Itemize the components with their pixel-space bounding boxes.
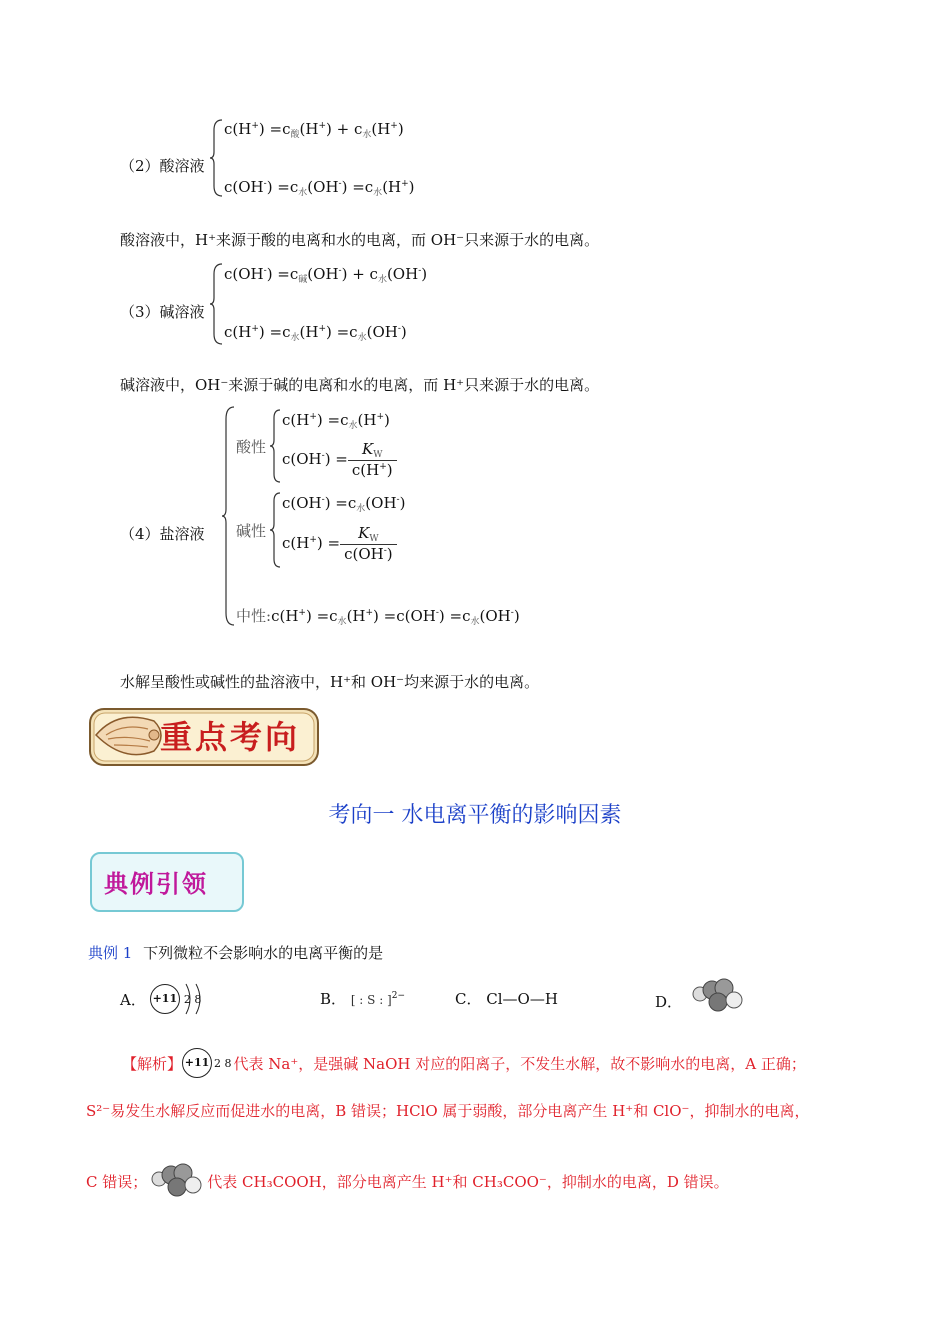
salt-neutral-label: 中性: (236, 607, 272, 625)
salt-label: （4）盐溶液 (120, 525, 205, 543)
eq-token: 酸 (290, 130, 300, 140)
analysis-line2: S²⁻易发生水解反应而促进水的电离，B 错误；HClO 属于弱酸，部分电离产生 H⁺和 ClO⁻，抑制水的电离， (86, 1102, 810, 1120)
eq-token: + (318, 324, 326, 334)
eq-token: - (338, 179, 342, 189)
fraction-denominator (340, 545, 397, 563)
eq-token: ) (408, 178, 415, 196)
option-a[interactable] (120, 982, 201, 1016)
option-c-content: Cl—O—H (486, 990, 558, 1008)
acid-eq2 (224, 178, 415, 198)
eq-token: ) =c (266, 265, 299, 283)
eq-token: ) =c (258, 323, 291, 341)
eq-token: (OH (365, 494, 397, 512)
acetic-acid-model-icon (149, 1163, 205, 1199)
eq-token: c(OH (344, 545, 384, 563)
eq-token: (H (357, 411, 377, 429)
eq-token: - (321, 450, 325, 461)
salt-neutral (236, 605, 520, 627)
eq-token: + (318, 121, 326, 131)
eq-token: ) (421, 265, 428, 283)
eq-token: (OH (479, 607, 511, 625)
base-eq1 (224, 265, 427, 285)
option-d[interactable] (655, 988, 746, 1014)
eq-token: 水 (290, 333, 300, 343)
eq-token: (H (299, 323, 319, 341)
salt-basic-label: 碱性 (236, 522, 267, 540)
fraction (348, 440, 397, 479)
analysis-line3-b: 代表 CH₃COOH，部分电离产生 H⁺和 CH₃COO⁻，抑制水的电离，D 错误。 (207, 1172, 729, 1191)
eq-token: - (397, 324, 401, 334)
sodium-ion-icon: +11 (182, 1048, 212, 1078)
eq-token: + (390, 121, 398, 131)
eq-token: + (298, 608, 306, 618)
option-b-label: B． (320, 990, 347, 1008)
eq-token: c(H (282, 411, 310, 429)
base-label: （3）碱溶液 (120, 303, 205, 321)
option-b-content: [ : S : ] (350, 993, 392, 1007)
eq-token: ) =c (305, 607, 338, 625)
eq-token: 水 (348, 421, 358, 431)
salt-basic-eq2 (282, 524, 397, 563)
fraction-numerator: $K_W$ (340, 524, 397, 545)
eq-token: ) + c (325, 120, 363, 138)
eq-token: ) =c (266, 178, 299, 196)
salt-acidic-label: 酸性 (236, 438, 267, 456)
eq-token: (H (299, 120, 319, 138)
eq-token: c(H (282, 533, 310, 552)
eq-token: 碱 (298, 275, 308, 285)
eq-token: ) =c (258, 120, 291, 138)
eq-token: - (435, 608, 439, 618)
eq-token: + (379, 462, 387, 472)
eq-token: c(OH (282, 494, 322, 512)
eq-token: ) (386, 461, 393, 479)
salt-acidic-eq1 (282, 411, 390, 431)
example-text: 下列微粒不会影响水的电离平衡的是 (143, 944, 384, 962)
base-eq2 (224, 323, 407, 343)
option-d-label: D． (655, 992, 683, 1011)
eq-token: + (251, 324, 259, 334)
eq-token: (H (371, 120, 391, 138)
option-a-shells: 2 8 (183, 992, 202, 1006)
fraction (340, 524, 397, 563)
analysis-line1-text: 代表 Na⁺，是强碱 NaOH 对应的阳离子，不发生水解，故不影响水的电离，A 正确； (233, 1054, 806, 1073)
salt-acidic-brace (270, 408, 282, 484)
example-tag: 典例 1 (88, 944, 133, 962)
option-b-charge: 2− (391, 991, 406, 1001)
eq-token: + (401, 179, 409, 189)
eq-token: ) (399, 494, 406, 512)
example-question (88, 942, 383, 963)
eq-token: 水 (337, 617, 347, 627)
eq-token: c(OH (282, 449, 322, 468)
eq-token: ) =c (341, 178, 374, 196)
eq-token: 水 (377, 275, 387, 285)
eq-token: (OH (307, 178, 339, 196)
sodium-atom-icon: +11 (150, 984, 180, 1014)
eq-token: ) = (324, 449, 348, 468)
analysis-line3 (86, 1163, 729, 1199)
analysis-shells: 2 8 (214, 1056, 232, 1070)
eq-token: (OH (366, 323, 398, 341)
analysis-tag: 【解析】 (122, 1054, 183, 1073)
eq-token: c(OH (224, 265, 264, 283)
fraction-denominator (348, 461, 397, 479)
base-brace (210, 262, 224, 346)
eq-token: + (376, 412, 384, 422)
option-c[interactable] (455, 988, 558, 1009)
eq-token: ) =c (316, 411, 349, 429)
eq-token: - (263, 179, 267, 189)
eq-token: 水 (356, 504, 366, 514)
eq-token: ) (397, 120, 404, 138)
eq-token: ) (513, 607, 520, 625)
eq-token: ) (386, 545, 393, 563)
option-b[interactable] (320, 988, 405, 1009)
eq-token: (H (346, 607, 366, 625)
eq-token: - (510, 608, 514, 618)
salt-acidic-eq2 (282, 440, 397, 479)
key-points-text: 重点考向 (160, 718, 301, 756)
eq-token: (OH (307, 265, 339, 283)
eq-token: - (418, 266, 422, 276)
eq-token: ) (400, 323, 407, 341)
eq-token: (H (382, 178, 402, 196)
eq-token: (OH (386, 265, 419, 283)
eq-token: c(OH (224, 178, 264, 196)
frac-left (282, 534, 340, 552)
frac-left (282, 450, 348, 468)
eq-token: c(H (224, 323, 252, 341)
acetic-acid-model-icon (690, 978, 746, 1014)
eq-token: c(H (351, 461, 380, 479)
eq-token: 水 (298, 188, 308, 198)
salt-brace-outer (222, 405, 236, 627)
fraction-numerator: $K_W$ (348, 440, 397, 461)
eq-token: - (383, 546, 387, 556)
eq-token: + (309, 412, 317, 422)
acid-eq1 (224, 120, 404, 140)
eq-token: ) =c (438, 607, 471, 625)
eq-token: - (396, 495, 400, 505)
eq-token: ) (383, 411, 390, 429)
eq-token: ) =c (325, 323, 358, 341)
eq-token: + (251, 121, 259, 131)
section-title: 考向一 水电离平衡的影响因素 (328, 803, 622, 828)
acid-brace (210, 118, 224, 198)
base-note: 碱溶液中，OH⁻来源于碱的电离和水的电离，而 H⁺只来源于水的电离。 (120, 376, 600, 394)
analysis-line1 (122, 1048, 806, 1078)
eq-token: ) + c (341, 265, 378, 283)
option-a-label: A． (120, 990, 146, 1009)
eq-token: ) =c(OH (373, 607, 436, 625)
salt-note: 水解呈酸性或碱性的盐溶液中，H⁺和 OH⁻均来源于水的电离。 (120, 673, 540, 691)
eq-token: ) =c (324, 494, 357, 512)
eq-token: + (309, 534, 317, 545)
eq-token: 水 (470, 617, 480, 627)
acid-label: （2）酸溶液 (120, 157, 205, 175)
eq-token: 水 (373, 188, 383, 198)
salt-basic-brace (270, 491, 282, 569)
eq-token: ) = (316, 533, 341, 552)
example-banner-text: 典例引领 (104, 870, 208, 898)
analysis-line3-a: C 错误； (86, 1172, 148, 1191)
eq-token: c(H (271, 607, 299, 625)
eq-token: + (365, 608, 374, 618)
option-c-label: C． (455, 990, 482, 1008)
eq-token: - (321, 495, 325, 505)
eq-token: - (338, 266, 342, 276)
eq-token: c(H (224, 120, 252, 138)
salt-basic-eq1 (282, 494, 405, 514)
eq-token: 水 (357, 333, 367, 343)
acid-note: 酸溶液中，H⁺来源于酸的电离和水的电离，而 OH⁻只来源于水的电离。 (120, 231, 600, 249)
eq-token: - (263, 266, 267, 276)
eq-token: 水 (362, 130, 372, 140)
salt-neutral-eq (271, 607, 520, 625)
